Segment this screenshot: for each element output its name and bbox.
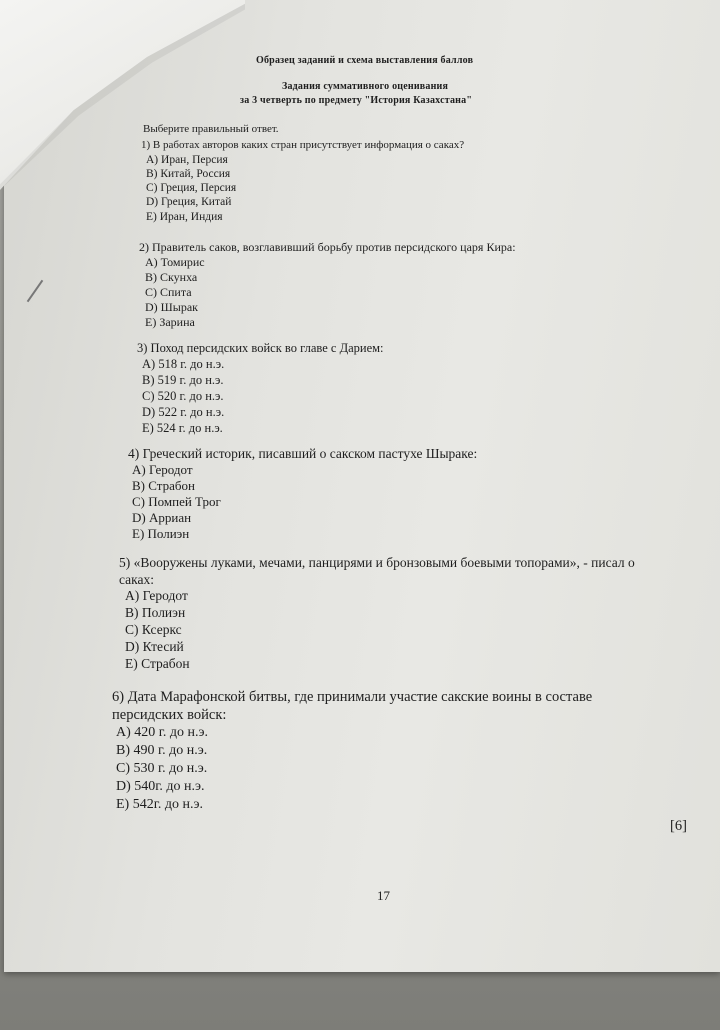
q4-option-d: D) Арриан bbox=[132, 510, 192, 525]
q6-option-b: В) 490 г. до н.э. bbox=[116, 743, 208, 758]
q2-option-c: С) Спита bbox=[145, 285, 192, 299]
q2-option-a: А) Томирис bbox=[145, 255, 205, 269]
document-title: Образец заданий и схема выставления баллов bbox=[256, 55, 474, 66]
q4-option-a: А) Геродот bbox=[132, 462, 193, 477]
q2-option-b: В) Скунха bbox=[145, 270, 198, 284]
q3-option-d: D) 522 г. до н.э. bbox=[142, 405, 225, 419]
q4-option-c: С) Помпей Трог bbox=[132, 494, 221, 509]
q5-option-b: В) Полиэн bbox=[125, 605, 186, 620]
question-5-continued: саках: bbox=[119, 572, 154, 587]
score-total: [6] bbox=[670, 818, 687, 834]
q6-option-d: D) 540г. до н.э. bbox=[116, 779, 205, 794]
q1-option-d: D) Греция, Китай bbox=[146, 196, 232, 208]
q5-option-d: D) Ктесий bbox=[125, 639, 184, 654]
question-4: 4) Греческий историк, писавший о сакском пастухе Шыраке: bbox=[128, 446, 478, 461]
q4-option-e: Е) Полиэн bbox=[132, 526, 190, 541]
page-number: 17 bbox=[377, 888, 390, 903]
q5-option-a: А) Геродот bbox=[125, 588, 188, 603]
q3-option-c: С) 520 г. до н.э. bbox=[142, 389, 224, 403]
instruction: Выберите правильный ответ. bbox=[143, 123, 279, 135]
question-5: 5) «Вооружены луками, мечами, панцирями и бронзовыми боевыми топорами», - писал о bbox=[119, 555, 635, 570]
q1-option-b: В) Китай, Россия bbox=[146, 168, 231, 180]
question-2: 2) Правитель саков, возглавивший борьбу против персидского царя Кира: bbox=[139, 240, 516, 254]
question-6: 6) Дата Марафонской битвы, где принимали участие сакские воины в составе bbox=[112, 689, 593, 705]
question-6-continued: персидских войск: bbox=[112, 707, 227, 723]
q6-option-a: А) 420 г. до н.э. bbox=[116, 725, 209, 740]
q4-option-b: В) Страбон bbox=[132, 478, 195, 493]
q5-option-e: Е) Страбон bbox=[125, 656, 190, 671]
q2-option-d: D) Шырак bbox=[145, 300, 198, 314]
q3-option-a: А) 518 г. до н.э. bbox=[142, 357, 225, 371]
q5-option-c: С) Ксеркс bbox=[125, 622, 182, 637]
document-subtitle: Задания суммативного оценивания bbox=[282, 81, 449, 92]
document-subtitle-subject: за 3 четверть по предмету "История Казахстана" bbox=[240, 95, 473, 106]
q1-option-a: А) Иран, Персия bbox=[146, 154, 228, 166]
q1-option-c: С) Греция, Персия bbox=[146, 182, 237, 194]
question-1: 1) В работах авторов каких стран присутствует информация о саках? bbox=[141, 139, 465, 151]
question-3: 3) Поход персидских войск во главе с Дарием: bbox=[137, 341, 384, 355]
q6-option-e: Е) 542г. до н.э. bbox=[116, 797, 204, 812]
q2-option-e: Е) Зарина bbox=[145, 315, 195, 329]
q6-option-c: С) 530 г. до н.э. bbox=[116, 761, 208, 776]
q1-option-e: Е) Иран, Индия bbox=[146, 211, 223, 223]
q3-option-e: Е) 524 г. до н.э. bbox=[142, 421, 223, 435]
q3-option-b: В) 519 г. до н.э. bbox=[142, 373, 224, 387]
